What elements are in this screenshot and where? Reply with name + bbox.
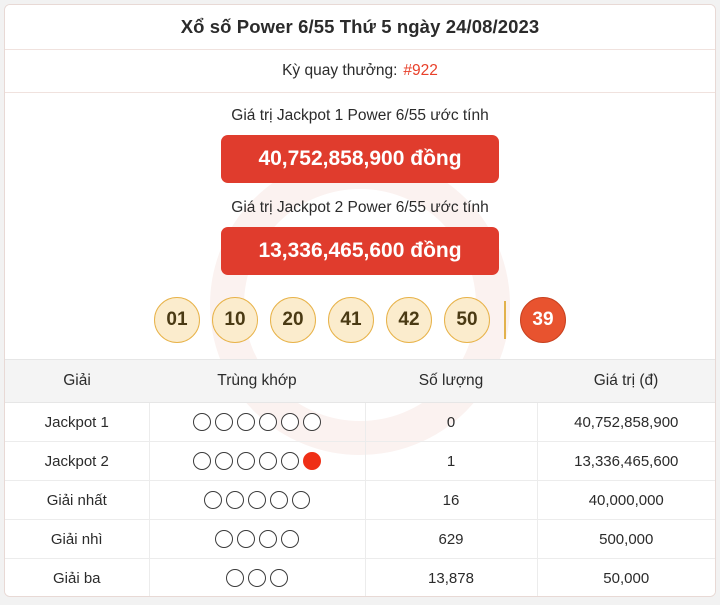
- match-circle-icon: [248, 569, 266, 587]
- cell-quantity: 629: [365, 520, 537, 559]
- match-circle-icon: [237, 530, 255, 548]
- number-ball-6: 50: [444, 297, 490, 343]
- match-circle-icon: [237, 452, 255, 470]
- winning-numbers: [5, 279, 715, 359]
- match-circles: [150, 569, 365, 587]
- jackpot1-value: 40,752,858,900 đồng: [221, 135, 499, 183]
- table-header-prize: Giải: [5, 360, 149, 403]
- cell-value: 13,336,465,600: [537, 442, 715, 481]
- match-circle-icon: [215, 452, 233, 470]
- cell-value: 50,000: [603, 569, 650, 587]
- jackpot1-caption: Giá trị Jackpot 1 Power 6/55 ước tính: [231, 107, 489, 124]
- lottery-result-card: [4, 4, 716, 597]
- number-ball-2: 10: [212, 297, 258, 343]
- cell-value: 500,000: [537, 520, 715, 559]
- match-circle-icon: [226, 491, 244, 509]
- cell-quantity: 1: [365, 442, 537, 481]
- table-header-match: Trùng khớp: [149, 360, 365, 403]
- match-circle-icon: [248, 491, 266, 509]
- jackpot2-caption: Giá trị Jackpot 2 Power 6/55 ước tính: [231, 199, 489, 216]
- cell-match-pattern: [149, 403, 365, 442]
- match-circle-icon: [259, 530, 277, 548]
- cell-prize-name: Jackpot 2: [5, 442, 149, 481]
- match-circle-icon: [270, 569, 288, 587]
- cell-match-pattern: [149, 559, 365, 598]
- match-circles: [150, 530, 365, 548]
- cell-match-pattern: [149, 481, 365, 520]
- match-circle-icon: [226, 569, 244, 587]
- match-circle-icon: [193, 413, 211, 431]
- separator-divider: [504, 301, 506, 339]
- match-circle-icon: [281, 452, 299, 470]
- table-row: [5, 442, 715, 481]
- table-header-row: [5, 360, 715, 403]
- match-circles: [150, 452, 365, 470]
- cell-match-pattern: [149, 520, 365, 559]
- special-number-ball: 39: [520, 297, 566, 343]
- cell-match-pattern: [149, 442, 365, 481]
- cell-prize-name: Giải ba: [52, 569, 101, 587]
- cell-quantity: 16: [365, 481, 537, 520]
- match-circles: [150, 413, 365, 431]
- match-circle-icon: [303, 413, 321, 431]
- cell-quantity: 13,878: [365, 559, 537, 598]
- cell-quantity: 0: [365, 403, 537, 442]
- jackpot2-block: [5, 183, 715, 279]
- match-circle-icon: [292, 491, 310, 509]
- cell-prize-name: Giải nhất: [5, 481, 149, 520]
- match-circle-icon: [259, 413, 277, 431]
- draw-label: Kỳ quay thưởng:: [282, 62, 398, 79]
- cell-prize-name: Jackpot 1: [5, 403, 149, 442]
- match-circle-icon: [193, 452, 211, 470]
- draw-code: #922: [403, 62, 438, 79]
- match-circle-icon: [215, 413, 233, 431]
- match-circle-icon: [259, 452, 277, 470]
- cell-value: 40,000,000: [537, 481, 715, 520]
- cell-value: 40,752,858,900: [537, 403, 715, 442]
- table-row: [5, 559, 715, 598]
- prize-table-body: [5, 403, 715, 598]
- match-circle-icon: [281, 530, 299, 548]
- number-ball-4: 41: [328, 297, 374, 343]
- jackpot2-value: 13,336,465,600 đồng: [221, 227, 499, 275]
- number-ball-5: 42: [386, 297, 432, 343]
- prize-table: [5, 359, 715, 597]
- number-ball-1: 01: [154, 297, 200, 343]
- match-circles: [150, 491, 365, 509]
- table-row: [5, 481, 715, 520]
- number-ball-3: 20: [270, 297, 316, 343]
- match-circle-icon: [270, 491, 288, 509]
- match-circle-icon: [237, 413, 255, 431]
- match-circle-icon: [215, 530, 233, 548]
- table-row: [5, 403, 715, 442]
- match-circle-filled-icon: [303, 452, 321, 470]
- result-header: [5, 5, 715, 50]
- table-header-value: Giá trị (đ): [537, 360, 715, 403]
- table-row: [5, 520, 715, 559]
- card-content: [5, 5, 715, 597]
- draw-info-row: [5, 50, 715, 93]
- table-header-quantity: Số lượng: [365, 360, 537, 403]
- jackpot1-block: [5, 93, 715, 183]
- match-circle-icon: [281, 413, 299, 431]
- cell-prize-name: Giải nhì: [5, 520, 149, 559]
- page-title: Xổ số Power 6/55 Thứ 5 ngày 24/08/2023: [180, 16, 540, 37]
- match-circle-icon: [204, 491, 222, 509]
